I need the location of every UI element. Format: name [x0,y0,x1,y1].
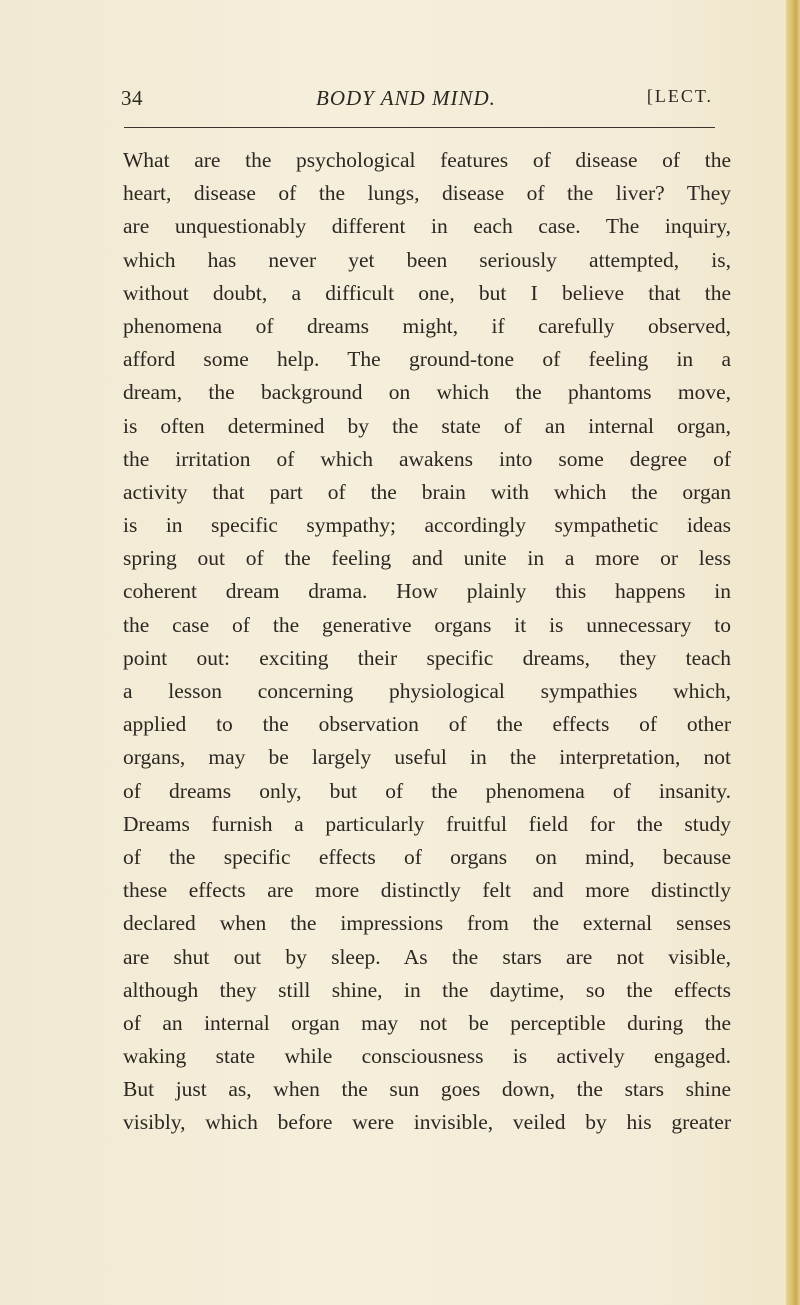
text-line: But just as, when the sun goes down, the stars shine [123,1077,731,1102]
text-line: activity that part of the brain with which the organ [123,479,731,504]
body-text [123,144,731,1140]
text-line: heart, disease of the lungs, disease of the liver? They [123,181,731,206]
lecture-label: [LECT. [646,86,713,106]
text-line: these effects are more distinctly felt and more distinctly [123,878,731,903]
text-line: without doubt, a difficult one, but I believe that the [123,280,731,305]
text-line: declared when the impressions from the external senses [123,911,731,936]
text-line: are shut out by sleep. As the stars are not visible, [123,944,731,969]
text-line: are unquestionably different in each case. The inquiry, [123,214,731,239]
text-line: point out: exciting their specific dreams, they teach [123,645,731,670]
text-line: the case of the generative organs it is unnecessary to [123,612,731,637]
text-line: applied to the observation of the effects of other [123,712,731,737]
text-line: spring out of the feeling and unite in a more or less [123,546,731,571]
header-rule [124,127,715,128]
text-line: Dreams furnish a particularly fruitful field for the study [123,811,731,836]
text-line: of an internal organ may not be perceptible during the [123,1010,731,1035]
text-line: coherent dream drama. How plainly this happens in [123,579,731,604]
text-line: dream, the background on which the phantoms move, [123,380,731,405]
text-line: organs, may be largely useful in the interpretation, not [123,745,731,770]
text-line: waking state while consciousness is actively engaged. [123,1044,731,1069]
text-line: which has never yet been seriously attempted, is, [123,247,731,272]
text-line: is in specific sympathy; accordingly sympathetic ideas [123,513,731,538]
text-line: visibly, which before were invisible, veiled by his greater [123,1110,731,1135]
text-line: a lesson concerning physiological sympathies which, [123,679,731,703]
text-line: What are the psychological features of disease of the [123,148,731,172]
running-title: BODY AND MIND. [316,86,496,110]
page-edge [786,0,800,1305]
text-line: afford some help. The ground-tone of feeling in a [123,347,731,372]
text-line: although they still shine, in the daytime, so the effects [123,977,731,1002]
text-line: of the specific effects of organs on mind, because [123,844,731,869]
text-line: is often determined by the state of an internal organ, [123,413,731,438]
page-header [121,86,715,114]
text-line: the irritation of which awakens into some degree of [123,446,731,471]
page-number: 34 [121,86,143,110]
text-line: phenomena of dreams might, if carefully observed, [123,313,731,338]
text-line: of dreams only, but of the phenomena of insanity. [123,778,731,803]
